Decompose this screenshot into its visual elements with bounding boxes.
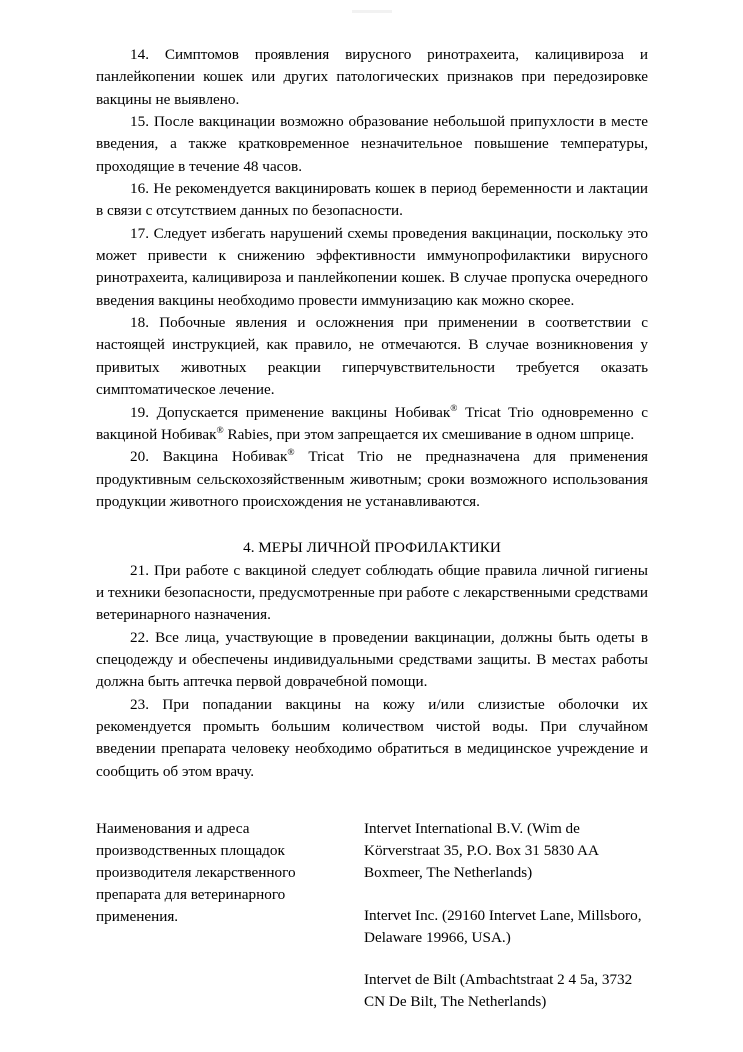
registered-mark-icon-3: ® (287, 448, 295, 459)
page-top-artifact (352, 10, 392, 13)
section-spacer (96, 513, 648, 537)
paragraph-23: 23. При попадании вакцины на кожу и/или слизистые оболочки их рекомендуется промыть большим количеством чистой воды. При случайном введении препарата человеку необходимо обратиться в медицинское учреждение и сообщить об этом врачу. (96, 695, 648, 780)
manufacturer-address-3: Intervet de Bilt (Ambachtstraat 2 4 5a, 3732 CN De Bilt, The Netherlands) (364, 971, 633, 1011)
paragraph-19-part2: Tricat Trio одновременно с вакциной Нобивак (96, 403, 648, 443)
section-heading: 4. МЕРЫ ЛИЧНОЙ ПРОФИЛАКТИКИ (243, 539, 501, 557)
paragraph-17: 17. Следует избегать нарушений схемы проведения вакцинации, поскольку это может привести к снижению эффективности иммунопрофилактики вирусного ринотрахеита, калицивироза и панлейкопении кошек. В случае пропуска очередного введения вакцины необходимо провести иммунизацию как можно скорее. (96, 224, 648, 309)
manufacturer-address-1: Intervet International B.V. (Wim de Körverstraat 35, P.O. Box 31 5830 AA Boxmeer, The Netherlands) (364, 820, 599, 881)
paragraph-18: 18. Побочные явления и осложнения при применении в соответствии с настоящей инструкцией, как правило, не отмечаются. В случае возникновения у привитых животных реакции гиперчувствительности требуется оказать симптоматическое лечение. (96, 314, 648, 399)
paragraph-20 (96, 446, 648, 513)
paragraph-19 (96, 402, 648, 447)
manufacturer-address-2: Intervet Inc. (29160 Intervet Lane, Millsboro, Delaware 19966, USA.) (364, 906, 642, 946)
paragraph-19-part1: 19. Допускается применение вакцины Нобивак (130, 403, 451, 421)
registered-mark-icon-1: ® (450, 403, 458, 414)
paragraph-19-part3: Rabies, при этом запрещается их смешивание в одном шприце. (223, 425, 635, 443)
manufacturer-address-column (364, 818, 648, 1013)
paragraph-20-part2: Tricat Trio не предназначена для применения продуктивным сельскохозяйственным животным; сроки возможного использования продукции животного происхождения не устанавливаются. (96, 448, 648, 510)
document-body (96, 44, 648, 783)
paragraph-22: 22. Все лица, участвующие в проведении вакцинации, должны быть одеты в спецодежду и обеспечены индивидуальными средствами защиты. В местах работы должна быть аптечка первой доврачебной помощи. (96, 628, 648, 691)
paragraph-20-part1: 20. Вакцина Нобивак (130, 448, 288, 466)
manufacturer-label: Наименования и адреса производственных площадок производителя лекарственного препарата для ветеринарного применения. (96, 820, 296, 925)
paragraph-15: 15. После вакцинации возможно образование небольшой припухлости в месте введения, а также кратковременное незначительное повышение температуры, проходящие в течение 48 часов. (96, 113, 648, 175)
paragraph-16: 16. Не рекомендуется вакцинировать кошек в период беременности и лактации в связи с отсутствием данных по безопасности. (96, 180, 648, 220)
paragraph-21: 21. При работе с вакциной следует соблюдать общие правила личной гигиены и техники безопасности, предусмотренные при работе с лекарственными средствами ветеринарного назначения. (96, 561, 648, 624)
paragraph-14: 14. Симптомов проявления вирусного ринотрахеита, калицивироза и панлейкопении кошек или других патологических признаков при передозировке вакцины не выявлено. (96, 46, 648, 108)
manufacturer-label-column (96, 818, 364, 1013)
manufacturer-footer (96, 818, 648, 1013)
registered-mark-icon-2: ® (216, 425, 224, 436)
